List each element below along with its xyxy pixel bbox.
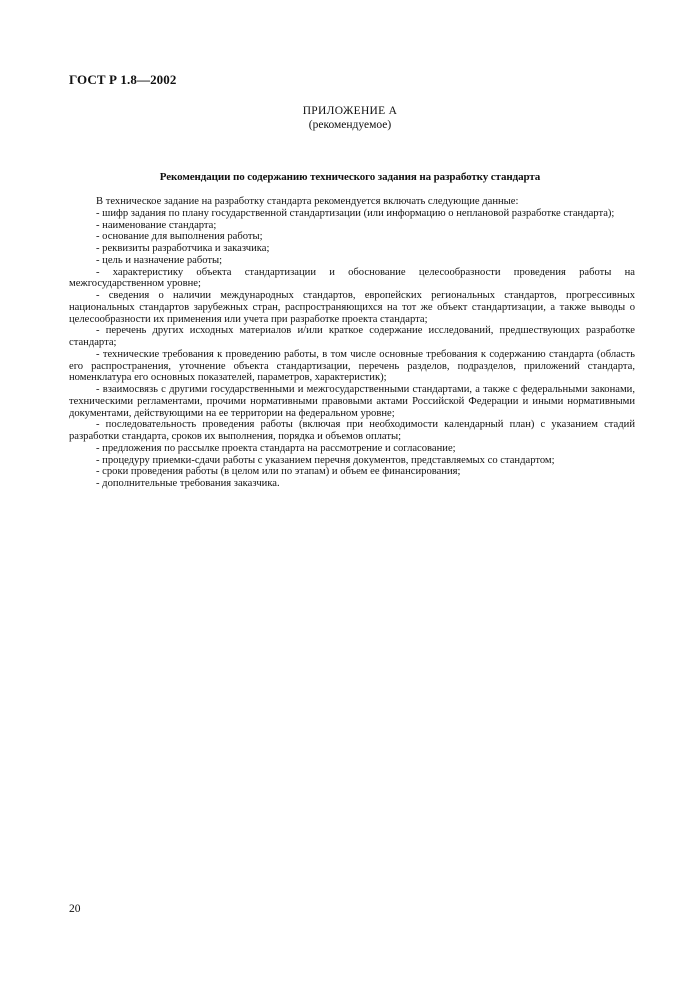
body-text bbox=[69, 196, 635, 490]
appendix-block bbox=[0, 104, 700, 132]
list-item: - перечень других исходных материалов и/или краткое содержание исследований, предшествующих разработке стандарта; bbox=[69, 325, 635, 348]
appendix-status: (рекомендуемое) bbox=[308, 119, 392, 131]
list-item: - основание для выполнения работы; bbox=[96, 231, 263, 243]
list-item: - реквизиты разработчика и заказчика; bbox=[96, 243, 270, 254]
list-item: - характеристику объекта стандартизации и обоснование целесообразности проведения работы на межгосударственном уровне; bbox=[69, 266, 635, 290]
page-number: 20 bbox=[69, 903, 81, 915]
list-item: - цель и назначение работы; bbox=[96, 254, 223, 266]
list-item: - технические требования к проведению работы, в том числе основные требования к содержанию стандарта (область его распространения, уточнение объекта стандартизации, перечень разделов, подразделов, приложений стандарта, номенклатура его основных показателей, параметров, характеристик); bbox=[69, 348, 635, 384]
standard-code: ГОСТ Р 1.8—2002 bbox=[69, 72, 177, 87]
appendix-title: ПРИЛОЖЕНИЕ А bbox=[302, 105, 398, 117]
list-item: - предложения по рассылке проекта стандарта на рассмотрение и согласование; bbox=[96, 442, 456, 454]
list-item: - сроки проведения работы (в целом или по этапам) и объем ее финансирования; bbox=[96, 466, 461, 478]
list-item: - дополнительные требования заказчика. bbox=[96, 478, 280, 489]
section-heading: Рекомендации по содержанию технического задания на разработку стандарта bbox=[159, 171, 541, 183]
list-item: - наименование стандарта; bbox=[96, 219, 217, 231]
list-item: - последовательность проведения работы (включая при необходимости календарный план) с указанием стадий разработки стандарта, сроков их выполнения, порядка и объемов оплаты; bbox=[69, 419, 635, 442]
paragraph-intro: В техническое задание на разработку стандарта рекомендуется включать следующие данные: bbox=[96, 196, 519, 207]
list-item: - процедуру приемки-сдачи работы с указанием перечня документов, представляемых со стандартом; bbox=[96, 454, 555, 466]
list-item: - шифр задания по плану государственной стандартизации (или информацию о неплановой разработке стандарта); bbox=[96, 207, 615, 219]
list-item: - взаимосвязь с другими государственными и межгосударственными стандартами, а также с федеральными законами, техническими регламентами, прочими нормативными правовыми актами Российской Федерации и иными нормативными документами, действующими на ее территории на федеральном уровне; bbox=[69, 384, 635, 419]
list-item: - сведения о наличии международных стандартов, европейских региональных стандартов, прогрессивных национальных стандартов зарубежных стран, распространяющихся на тот же объект стандартизации, а также выводы о целесообразности их применения или учета при разработке проекта стандарта; bbox=[69, 290, 635, 325]
